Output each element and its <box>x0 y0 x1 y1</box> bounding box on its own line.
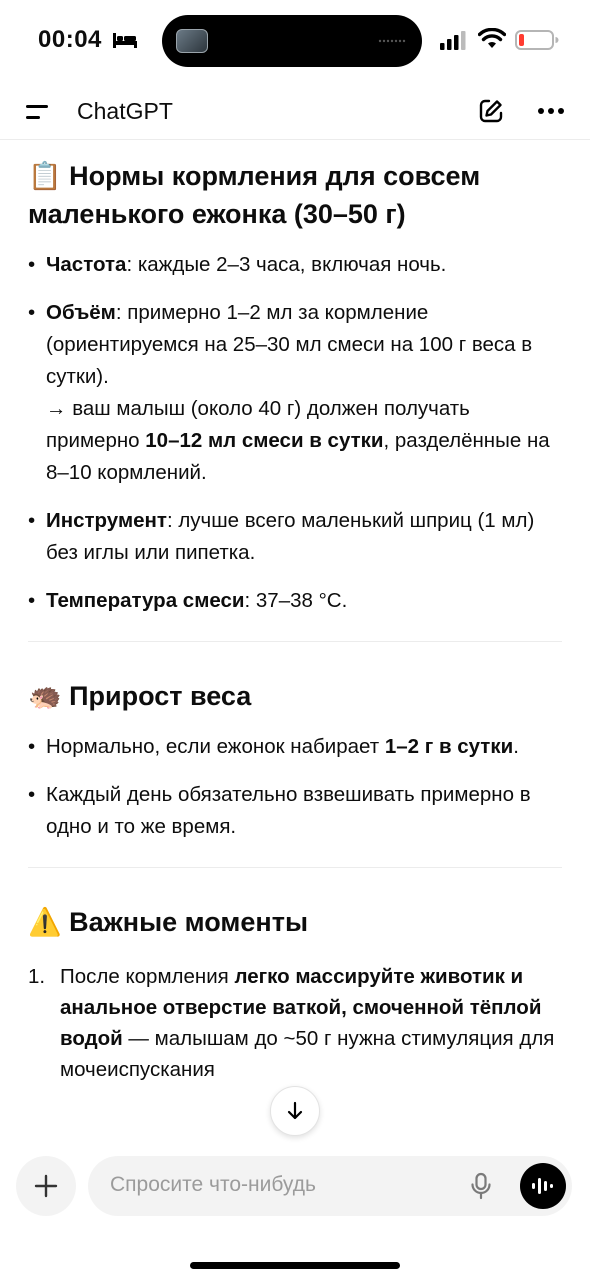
section-important <box>0 868 590 1085</box>
more-icon[interactable] <box>537 106 565 116</box>
voice-mode-button[interactable] <box>520 1163 566 1209</box>
section-heading <box>28 677 562 715</box>
message-input[interactable] <box>88 1156 572 1216</box>
list-item: • Частота: каждые 2–3 часа, включая ночь. <box>28 249 562 281</box>
section-title: Нормы кормления для совсем маленького ежонка (30–50 г) <box>28 161 481 229</box>
scroll-down-button[interactable] <box>270 1086 320 1136</box>
battery-icon <box>515 29 559 51</box>
island-indicator-icon <box>378 38 406 44</box>
wifi-icon <box>478 28 506 50</box>
voice-wave-icon <box>530 1175 556 1197</box>
numbered-list <box>28 961 562 1085</box>
section-heading <box>28 903 562 941</box>
bullet-list <box>28 731 562 843</box>
island-app-icon <box>176 29 208 53</box>
home-indicator <box>190 1262 400 1269</box>
list-item: • Инструмент: лучше всего маленький шприц (1 мл) без иглы или пипетка. <box>28 505 562 569</box>
mic-icon[interactable] <box>470 1172 492 1200</box>
status-bar <box>0 0 590 84</box>
list-item: 1. После кормления легко массируйте животик и анальное отверстие ваткой, смоченной тёплой водой — малышам до ~50 г нужна стимуляция для мочеиспускания <box>28 965 555 1081</box>
bed-icon <box>112 31 138 49</box>
input-placeholder: Спросите что-нибудь <box>110 1173 316 1196</box>
section-heading <box>28 157 562 233</box>
section-title: Важные моменты <box>69 907 309 937</box>
list-item: • Температура смеси: 37–38 °C. <box>28 585 562 617</box>
edit-icon[interactable] <box>477 97 505 125</box>
signal-icon <box>440 30 466 50</box>
section-feeding-norms <box>0 157 590 617</box>
app-header <box>0 84 590 140</box>
app-title[interactable]: ChatGPT <box>77 98 173 124</box>
status-time: 00:04 <box>38 26 102 53</box>
plus-icon <box>33 1173 59 1199</box>
section-weight-gain <box>0 642 590 843</box>
list-item: • Объём: примерно 1–2 мл за кормление (ориентируемся на 25–30 мл смеси на 100 г веса в сутки). → ваш малыш (около 40 г) должен получать примерно 10–12 мл смеси в сутки, разделённые на 8–10 кормлений. <box>28 297 562 489</box>
section-title: Прирост веса <box>69 681 252 711</box>
menu-icon[interactable] <box>24 102 52 122</box>
dynamic-island <box>162 15 422 67</box>
warning-emoji: ⚠️ <box>28 907 62 937</box>
attach-button[interactable] <box>16 1156 76 1216</box>
bullet-list <box>28 249 562 617</box>
arrow-down-icon <box>284 1100 306 1122</box>
clipboard-emoji: 📋 <box>28 161 62 191</box>
hedgehog-emoji: 🦔 <box>28 681 62 711</box>
list-item: • Каждый день обязательно взвешивать примерно в одно и то же время. <box>28 779 562 843</box>
chat-message <box>0 140 590 1150</box>
list-item: • Нормально, если ежонок набирает 1–2 г в сутки. <box>28 731 562 763</box>
